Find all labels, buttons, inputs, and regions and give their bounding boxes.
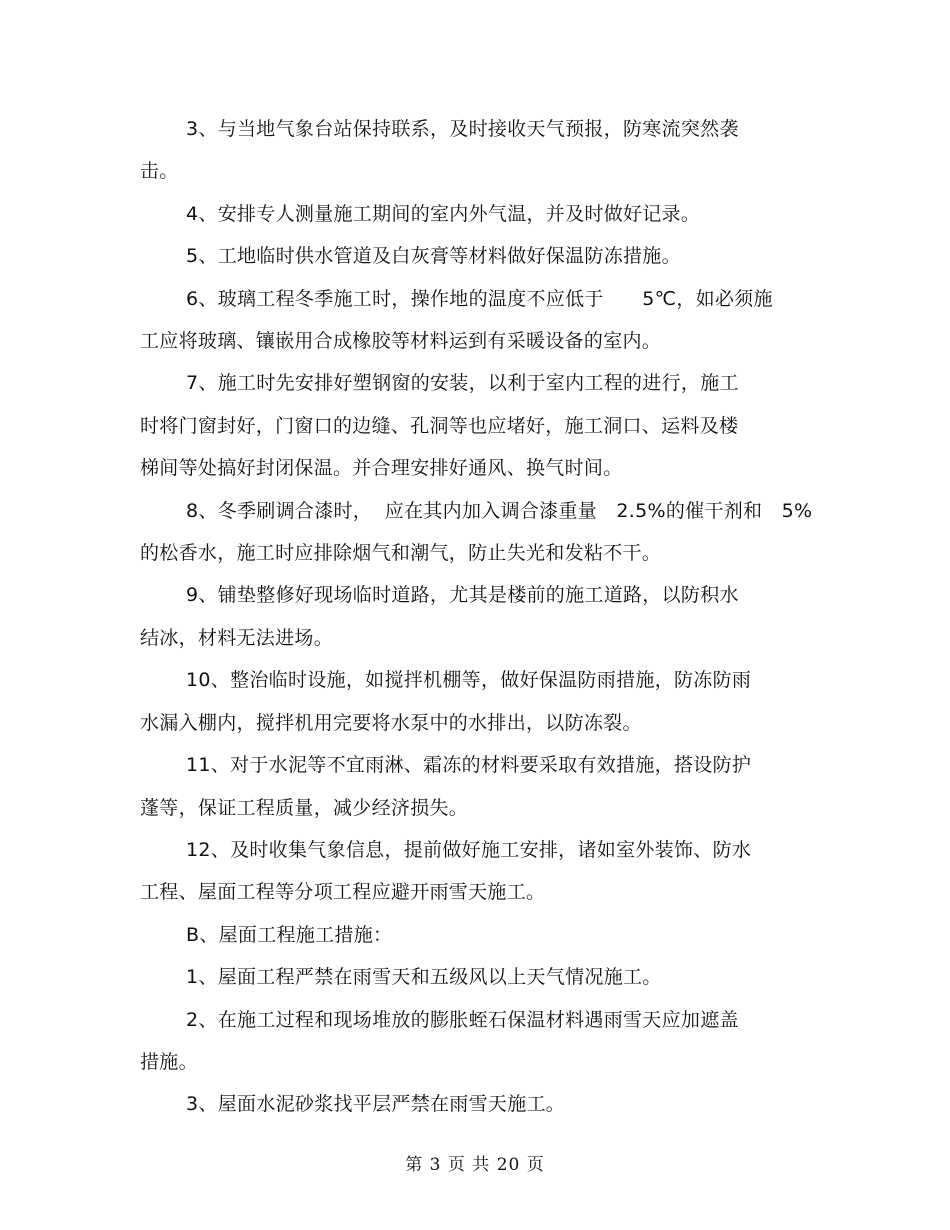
paragraph-line: 的松香水，施工时应排除烟气和潮气，防止失光和发粘不干。: [140, 542, 662, 565]
paragraph-line: 蓬等，保证工程质量，减少经济损失。: [140, 796, 469, 819]
paragraph-line: 工应将玻璃、镶嵌用合成橡胶等材料运到有采暖设备的室内。: [140, 330, 662, 353]
paragraph-line: 结冰，材料无法进场。: [140, 626, 334, 649]
paragraph-line: 4、安排专人测量施工期间的室内外气温，并及时做好记录。: [186, 202, 701, 225]
paragraph: [140, 744, 820, 829]
paragraph-line: 9、铺垫整修好现场临时道路，尤其是楼前的施工道路，以防积水: [186, 584, 739, 607]
document-body: [140, 108, 820, 1126]
paragraph: [140, 362, 820, 489]
paragraph-line: 8、冬季刷调合漆时， 应在其内加入调合漆重量 2.5%的催干剂和 5%: [186, 499, 813, 522]
paragraph-line: 水漏入棚内，搅拌机用完要将水泵中的水排出，以防冻裂。: [140, 711, 642, 734]
paragraph-line: 3、与当地气象台站保持联系，及时接收天气预报，防寒流突然袭: [186, 118, 739, 140]
paragraph: [140, 956, 820, 998]
paragraph-line: 击。: [140, 160, 179, 183]
paragraph: [140, 829, 820, 914]
paragraph-line: 2、在施工过程和现场堆放的膨胀蛭石保温材料遇雨雪天应加遮盖: [186, 1008, 739, 1031]
paragraph: [140, 235, 820, 277]
paragraph-line: 7、施工时先安排好塑钢窗的安装，以利于室内工程的进行，施工: [186, 372, 739, 395]
paragraph-line: 措施。: [140, 1050, 198, 1073]
paragraph: [140, 999, 820, 1084]
paragraph-line: 1、屋面工程严禁在雨雪天和五级风以上天气情况施工。: [186, 966, 662, 989]
page-footer: 第 3 页 共 20 页: [405, 1155, 545, 1175]
paragraph: [140, 278, 820, 363]
paragraph-line: 梯间等处搞好封闭保温。并合理安排好通风、换气时间。: [140, 457, 623, 480]
paragraph-line: 6、玻璃工程冬季施工时，操作地的温度不应低于 5℃，如必须施: [186, 287, 773, 310]
paragraph-line: B、屋面工程施工措施：: [186, 923, 393, 946]
paragraph-line: 3、屋面水泥砂浆找平层严禁在雨雪天施工。: [186, 1093, 566, 1116]
paragraph-line: 12、及时收集气象信息，提前做好施工安排，诸如室外装饰、防水: [186, 838, 752, 861]
paragraph-line: 时将门窗封好，门窗口的边缝、孔洞等也应堵好，施工洞口、运料及楼: [140, 414, 739, 437]
paragraph: [140, 574, 820, 659]
paragraph-line: 5、工地临时供水管道及白灰膏等材料做好保温防冻措施。: [186, 245, 681, 268]
paragraph: [140, 108, 820, 193]
paragraph-line: 工程、屋面工程等分项工程应避开雨雪天施工。: [140, 881, 546, 904]
paragraph-line: 10、整治临时设施，如搅拌机棚等，做好保温防雨措施，防冻防雨: [186, 669, 752, 692]
paragraph: [140, 490, 820, 575]
paragraph-line: 11、对于水泥等不宜雨淋、霜冻的材料要采取有效措施，搭设防护: [186, 754, 752, 777]
paragraph: [140, 1083, 820, 1125]
paragraph: [140, 659, 820, 744]
paragraph: [140, 193, 820, 235]
paragraph: [140, 914, 820, 956]
